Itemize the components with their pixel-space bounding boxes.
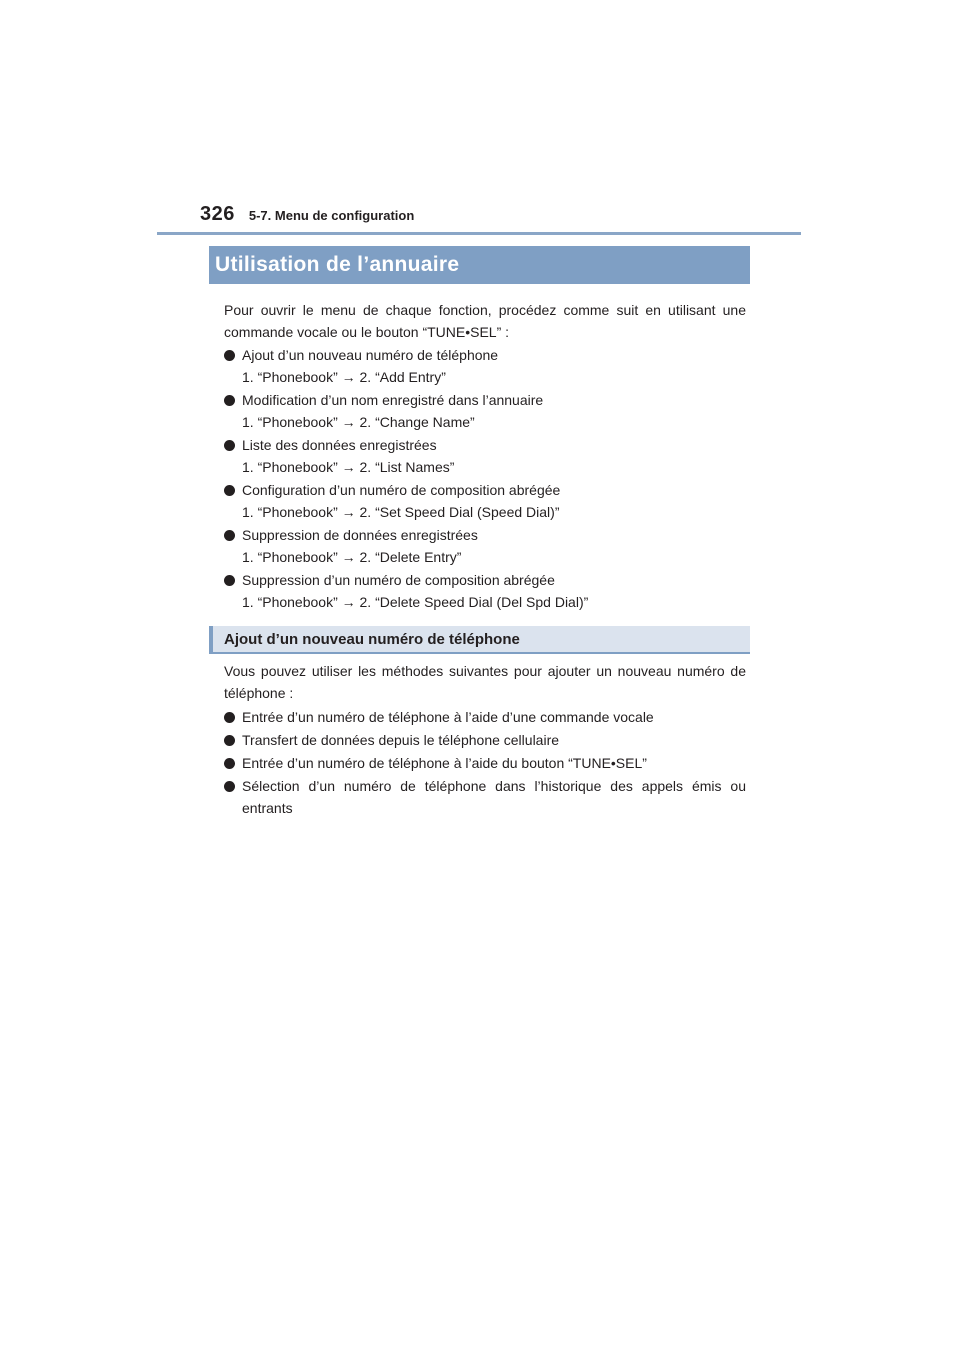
item-label: Entrée d’un numéro de téléphone à l’aide du bouton “TUNE•SEL”: [242, 755, 647, 771]
item-path: 1. “Phonebook” → 2. “Delete Entry”: [242, 549, 462, 565]
item-label: Configuration d’un numéro de composition abrégée: [242, 482, 561, 498]
bullet-icon: [224, 575, 235, 586]
list-item: [224, 434, 746, 478]
page-header: [200, 203, 414, 231]
list-item: [224, 524, 746, 568]
bullet-icon: [224, 350, 235, 361]
phonebook-function-list: [224, 344, 746, 614]
subsection-title: Ajout d’un nouveau numéro de téléphone: [224, 630, 520, 648]
item-label: Sélection d’un numéro de téléphone dans l’historique des appels émis ou entrants: [242, 778, 746, 816]
item-label: Ajout d’un nouveau numéro de téléphone: [242, 347, 499, 363]
chapter-title: 5-7. Menu de configuration: [248, 208, 415, 223]
list-item: [224, 569, 746, 613]
bullet-icon: [224, 758, 235, 769]
subsection-intro: Vous pouvez utiliser les méthodes suivantes pour ajouter un nouveau numéro de téléphone :: [224, 663, 746, 701]
list-item: [224, 752, 746, 774]
section-intro: Pour ouvrir le menu de chaque fonction, procédez comme suit en utilisant une commande vocale ou le bouton “TUNE•SEL” :: [224, 302, 746, 340]
item-path: 1. “Phonebook” → 2. “List Names”: [242, 459, 455, 475]
item-path: 1. “Phonebook” → 2. “Add Entry”: [242, 369, 446, 385]
bullet-icon: [224, 440, 235, 451]
subsection-banner: [209, 626, 750, 654]
list-item: [224, 344, 746, 388]
list-item: [224, 706, 746, 728]
bullet-icon: [224, 735, 235, 746]
section-banner: [209, 246, 750, 284]
item-label: Suppression de données enregistrées: [242, 527, 478, 543]
header-rule: [157, 232, 801, 235]
bullet-icon: [224, 712, 235, 723]
list-item: [224, 729, 746, 751]
add-number-methods-list: [224, 706, 746, 820]
page-number: 326: [200, 203, 235, 225]
item-label: Liste des données enregistrées: [242, 437, 437, 453]
item-path: 1. “Phonebook” → 2. “Set Speed Dial (Speed Dial)”: [242, 504, 560, 520]
bullet-icon: [224, 395, 235, 406]
list-item: [224, 479, 746, 523]
list-item: [224, 775, 746, 819]
bullet-icon: [224, 485, 235, 496]
section-title: Utilisation de l’annuaire: [215, 253, 460, 276]
item-label: Entrée d’un numéro de téléphone à l’aide d’une commande vocale: [242, 709, 654, 725]
item-label: Transfert de données depuis le téléphone cellulaire: [242, 732, 560, 748]
bullet-icon: [224, 530, 235, 541]
item-label: Modification d’un nom enregistré dans l’annuaire: [242, 392, 544, 408]
bullet-icon: [224, 781, 235, 792]
item-path: 1. “Phonebook” → 2. “Delete Speed Dial (Del Spd Dial)”: [242, 594, 589, 610]
item-label: Suppression d’un numéro de composition abrégée: [242, 572, 555, 588]
item-path: 1. “Phonebook” → 2. “Change Name”: [242, 414, 475, 430]
list-item: [224, 389, 746, 433]
